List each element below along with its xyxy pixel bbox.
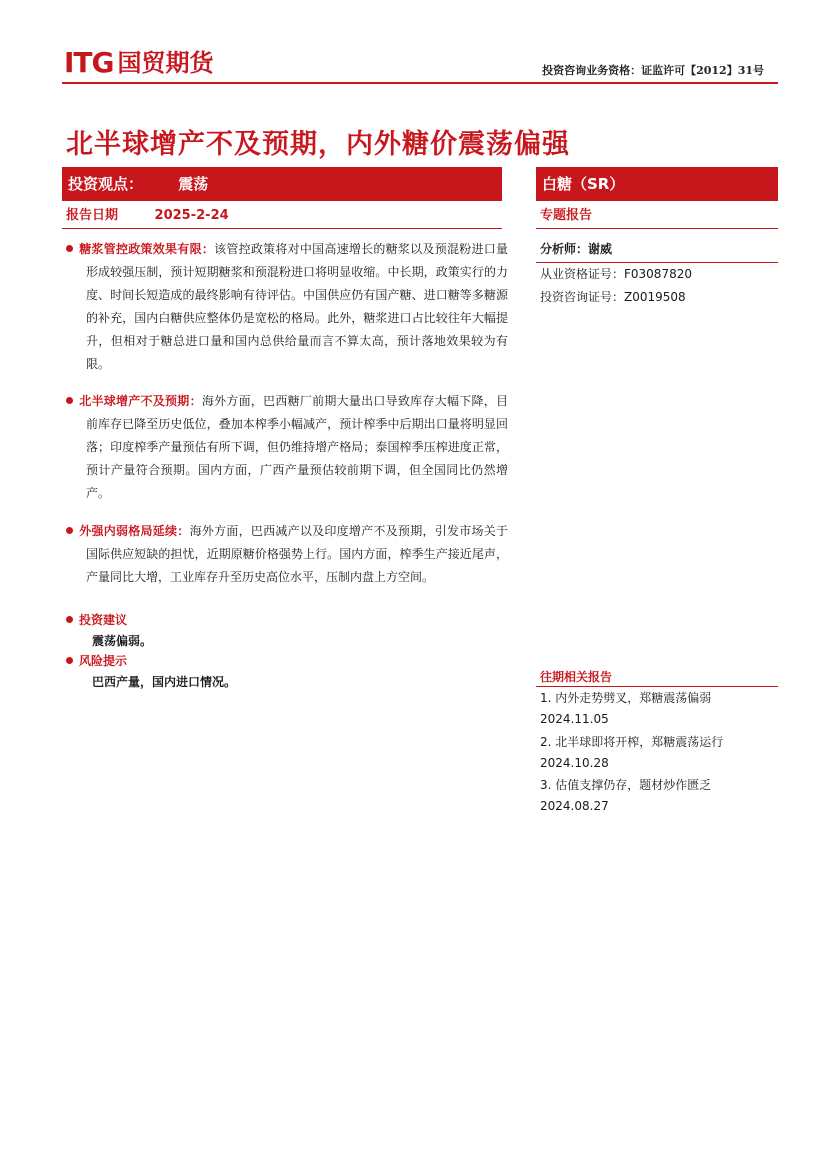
license-text: 投资咨询业务资格：证监许可【2012】31号 (542, 64, 764, 77)
past-report-item[interactable] (540, 775, 776, 817)
analyst-divider (536, 262, 778, 263)
report-date-label: 报告日期 (66, 208, 119, 223)
past-report-item[interactable] (540, 688, 776, 730)
past-report-title: 3. 估值支撑仍存，题材炒作匮乏 (540, 778, 712, 792)
bullet-text: 该管控政策将对中国高速增长的糖浆以及预混粉进口量形成较强压制，预计短期糖浆和预混粉进口将明显收缩。中长期，政策实行的力度、时间长短造成的最终影响有待评估。中国供应仍有国产糖、进口糖等多糖源的补充，国内白糖供应整体仍是宽松的格局。此外，糖浆进口占比较往年大幅提升，但相对于糖总进口量和国内总供给量而言不算太高，预计落地效果较为有限。 (86, 242, 508, 371)
bullet-heading: 北半球增产不及预期： (79, 394, 202, 408)
risk-heading: 风险提示 (79, 654, 128, 668)
logo-company-name: 国贸期货 (117, 49, 214, 77)
past-reports-divider (536, 686, 778, 687)
investment-view-label: 投资观点： (68, 175, 144, 193)
bullet-northern-hemisphere (66, 390, 508, 505)
bullet-syrup-policy (66, 238, 508, 376)
investment-advice (66, 609, 508, 650)
bullet-external-strong (66, 520, 508, 589)
report-title: 北半球增产不及预期，内外糖价震荡偏强 (66, 129, 570, 160)
product-bar (536, 167, 778, 201)
bullet-text: 海外方面，巴西糖厂前期大量出口导致库存大幅下降，目前库存已降至历史低位，叠加本榨季小幅减产，预计榨季中后期出口量将明显回落；印度榨季产量预估有所下调，但仍维持增产格局；泰国榨季压榨进度正常，预计产量符合预期。国内方面，广西产量预估较前期下调，但全国同比仍然增产。 (86, 394, 508, 500)
bullet-dot-icon (66, 397, 73, 404)
bullet-heading: 糖浆管控政策效果有限： (79, 242, 215, 256)
product-name: 白糖（SR） (542, 175, 625, 193)
report-date-row (62, 205, 502, 229)
past-report-item[interactable] (540, 732, 776, 774)
header-divider (62, 82, 778, 84)
past-report-title: 2. 北半球即将开榨，郑糖震荡运行 (540, 735, 724, 749)
past-report-date: 2024.08.27 (540, 799, 609, 813)
bullet-heading: 外强内弱格局延续： (79, 524, 190, 538)
report-date-value: 2025-2-24 (154, 208, 229, 223)
advice-text: 震荡偏弱。 (92, 634, 153, 648)
risk-warning (66, 650, 508, 691)
consulting-cert: 投资咨询证号：Z0019508 (540, 290, 686, 304)
past-report-date: 2024.10.28 (540, 756, 609, 770)
logo-itg: ITG (64, 46, 114, 79)
bullet-dot-icon (66, 245, 73, 252)
past-report-date: 2024.11.05 (540, 712, 609, 726)
bullet-text: 海外方面，巴西减产以及印度增产不及预期，引发市场关于国际供应短缺的担忧，近期原糖价格强势上行。国内方面，榨季生产接近尾声，产量同比大增，工业库存升至历史高位水平，压制内盘上方空间。 (86, 524, 508, 584)
analyst-name: 分析师：谢威 (540, 242, 613, 256)
advice-heading: 投资建议 (79, 613, 128, 627)
risk-text: 巴西产量，国内进口情况。 (92, 675, 237, 689)
company-logo (64, 48, 214, 78)
bullet-dot-icon (66, 657, 73, 664)
past-reports-heading: 往期相关报告 (540, 670, 613, 684)
report-type: 专题报告 (536, 205, 778, 229)
investment-view-value: 震荡 (178, 175, 209, 193)
past-report-title: 1. 内外走势劈叉，郑糖震荡偏弱 (540, 691, 712, 705)
bullet-dot-icon (66, 616, 73, 623)
qualification-cert: 从业资格证号：F03087820 (540, 267, 692, 281)
bullet-dot-icon (66, 527, 73, 534)
investment-view-bar (62, 167, 502, 201)
